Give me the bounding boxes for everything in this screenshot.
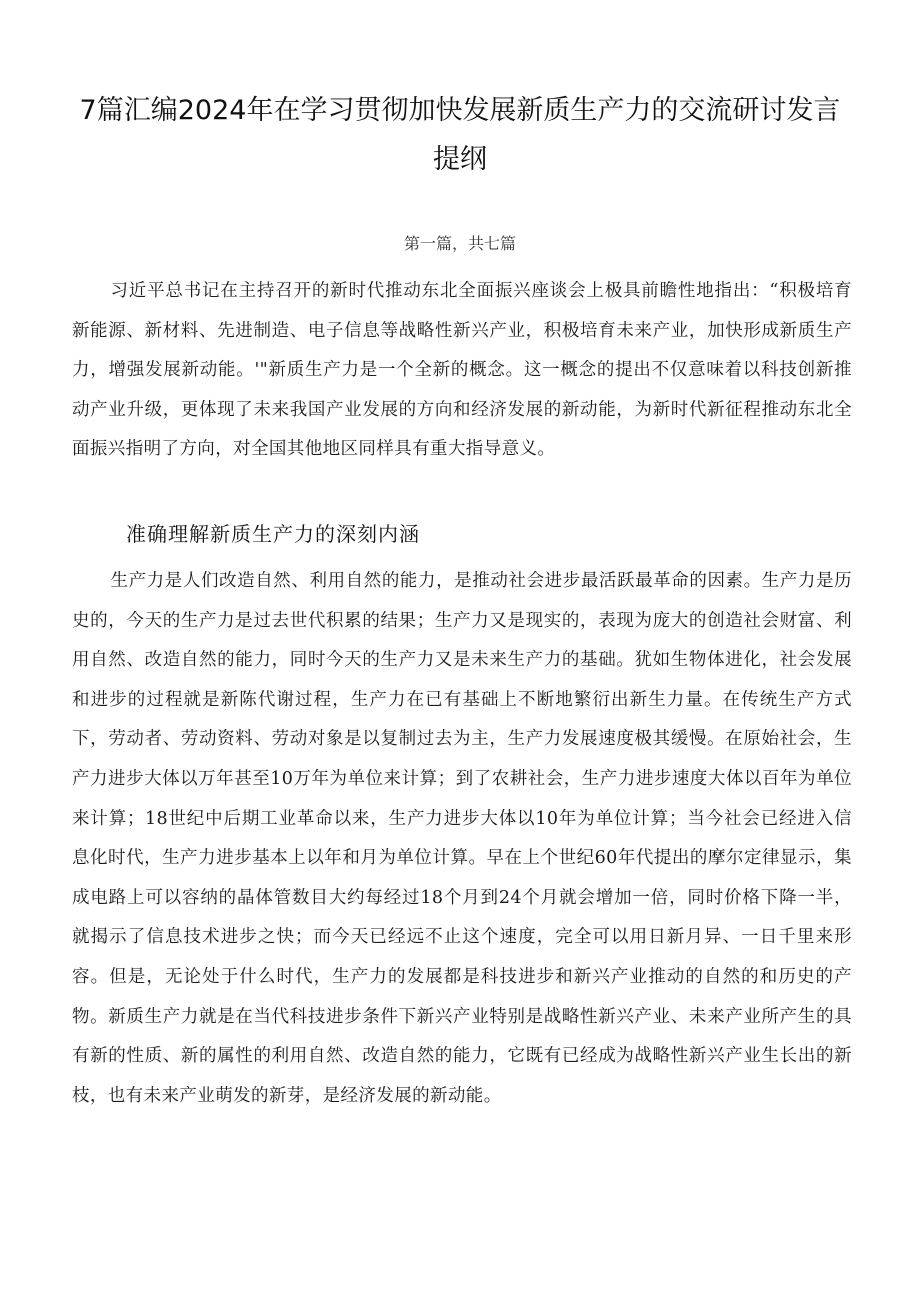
document-title: 7篇汇编2024年在学习贯彻加快发展新质生产力的交流研讨发言提纲 (79, 95, 841, 175)
document-subtitle: 第一篇，共七篇 (403, 234, 516, 253)
section-heading-1: 准确理解新质生产力的深刻内涵 (126, 522, 420, 546)
body-paragraph-2: 生产力是人们改造自然、利用自然的能力，是推动社会进步最活跃最革命的因素。生产力是历史的，今天的生产力是过去世代积累的结果；生产力又是现实的，表现为庞大的创造社会财富、利用自然、改造自然的能力，同时今天的生产力又是未来生产力的基础。犹如生物体进化，社会发展和进步的过程就是新陈代谢过程，生产力在已有基础上不断地繁衍出新生力量。在传统生产方式下，劳动者、劳动资料、劳动对象是以复制过去为主，生产力发展速度极其缓慢。在原始社会，生产力进步大体以万年甚至10万年为单位来计算；到了农耕社会，生产力进步速度大体以百年为单位来计算；18世纪中后期工业革命以来，生产力进步大体以10年为单位计算；当今社会已经进入信息化时代，生产力进步基本上以年和月为单位计算。早在上个世纪60年代提出的摩尔定律显示，集成电路上可以容纳的晶体管数目大约每经过18个月到24个月就会增加一倍，同时价格下降一半，就揭示了信息技术进步之快；而今天已经远不止这个速度，完全可以用日新月异、一日千里来形容。但是，无论处于什么时代，生产力的发展都是科技进步和新兴产业推动的自然的和历史的产物。新质生产力就是在当代科技进步条件下新兴产业特别是战略性新兴产业、未来产业所产生的具有新的性质、新的属性的利用自然、改造自然的能力，它既有已经成为战略性新兴产业生长出的新枝，也有未来产业萌发的新芽，是经济发展的新动能。 (72, 571, 852, 1106)
body-paragraph-1: 习近平总书记在主持召开的新时代推动东北全面振兴座谈会上极具前瞻性地指出：“积极培育新能源、新材料、先进制造、电子信息等战略性新兴产业，积极培育未来产业，加快形成新质生产力，增强发展新动能。'"新质生产力是一个全新的概念。这一概念的提出不仅意味着以科技创新推动产业升级，更体现了未来我国产业发展的方向和经济发展的新动能，为新时代新征程推动东北全面振兴指明了方向，对全国其他地区同样具有重大指导意义。 (72, 281, 852, 460)
